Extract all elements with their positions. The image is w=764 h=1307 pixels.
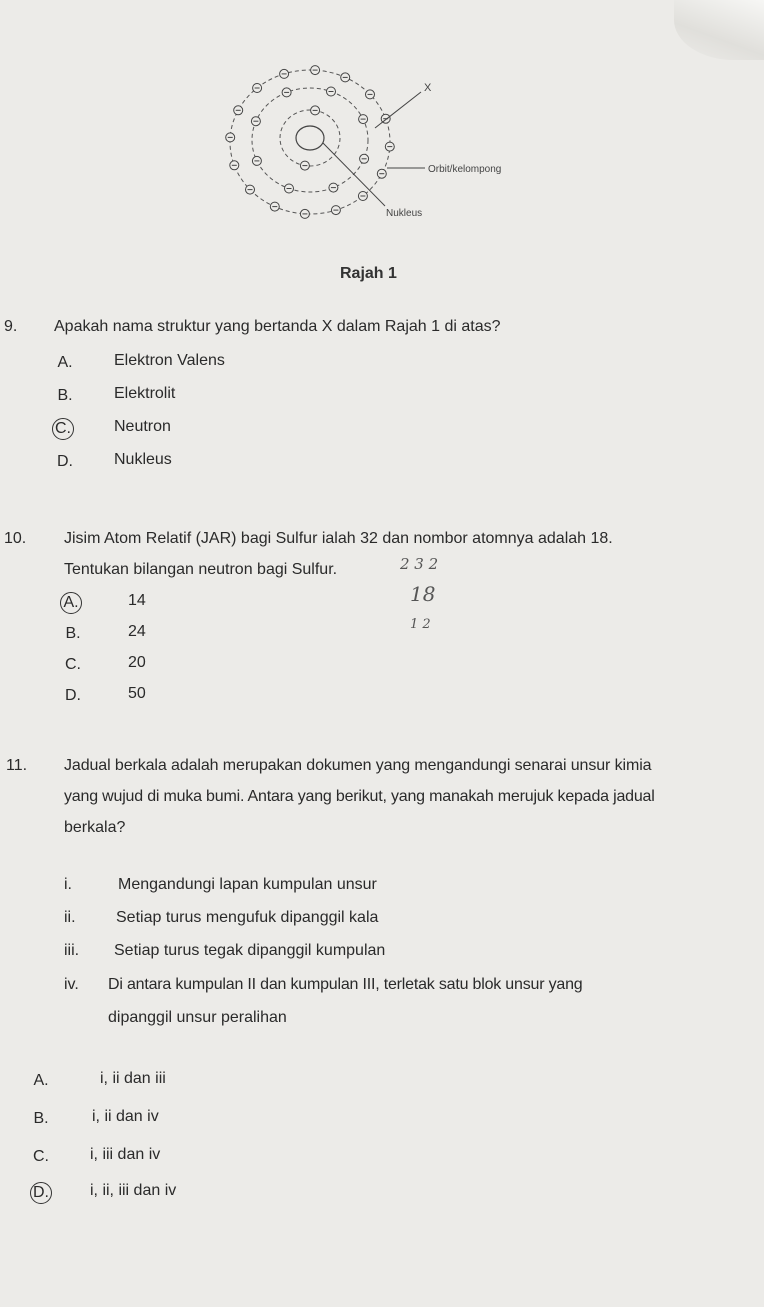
q9-number: 9. xyxy=(4,318,18,335)
q9-option-a-letter: A. xyxy=(57,354,73,371)
q11-statement-iii-num: iii. xyxy=(64,942,80,959)
q10-option-a-letter: A. xyxy=(60,592,82,614)
q11-option-c-letter: C. xyxy=(33,1148,49,1165)
q9-option-d-letter: D. xyxy=(57,453,73,470)
label-orbit: Orbit/kelompong xyxy=(428,164,502,175)
q11-line2: yang wujud di muka bumi. Antara yang berikut, yang manakah merujuk kepada jadual xyxy=(64,788,655,805)
nucleus xyxy=(296,126,324,150)
label-nucleus: Nukleus xyxy=(386,208,423,219)
q9-text: Apakah nama struktur yang bertanda X dalam Rajah 1 di atas? xyxy=(54,318,501,335)
q11-option-d[interactable] xyxy=(30,1182,177,1204)
handwriting-atomic-number: 18 xyxy=(410,582,436,606)
q11-option-b-text: i, ii dan iv xyxy=(92,1108,159,1125)
handwriting-difference: 1 2 xyxy=(410,617,431,632)
q11-option-b-letter: B. xyxy=(33,1110,49,1127)
q11-option-c[interactable] xyxy=(30,1146,161,1168)
q9-option-b-letter: B. xyxy=(57,387,73,404)
q10-number: 10. xyxy=(4,530,27,547)
q11-line3: berkala? xyxy=(64,819,126,836)
page-corner-fold xyxy=(674,0,764,60)
q10-option-b-text: 24 xyxy=(128,623,146,640)
q10-option-a[interactable] xyxy=(60,592,146,614)
q11-number: 11. xyxy=(6,757,28,774)
q10-option-d[interactable] xyxy=(62,685,146,707)
q11-option-d-letter: D. xyxy=(30,1182,52,1204)
q11-option-a-text: i, ii dan iii xyxy=(100,1070,166,1087)
q11-statement-iv-num: iv. xyxy=(64,976,79,993)
q11-option-a-letter: A. xyxy=(33,1072,49,1089)
middle-shell xyxy=(252,88,368,192)
inner-shell xyxy=(280,110,340,166)
q10-option-d-letter: D. xyxy=(65,687,81,704)
q11-statement-iv-cont: dipanggil unsur peralihan xyxy=(108,1009,287,1026)
q10-option-b-letter: B. xyxy=(65,625,81,642)
q11-option-c-text: i, iii dan iv xyxy=(90,1146,161,1163)
q9-option-c-letter: C. xyxy=(52,418,74,440)
q10-option-d-text: 50 xyxy=(128,685,146,702)
q11-statement-iii-text: Setiap turus tegak dipanggil kumpulan xyxy=(114,942,386,959)
q11-statement-iv-text: Di antara kumpulan II dan kumpulan III, terletak satu blok unsur yang xyxy=(108,976,583,993)
q9-option-c[interactable] xyxy=(52,418,171,440)
q11-option-d-text: i, ii, iii dan iv xyxy=(90,1182,177,1199)
q10-option-c-text: 20 xyxy=(128,654,146,671)
atom-diagram xyxy=(225,58,535,238)
q11-line1: Jadual berkala adalah merupakan dokumen yang mengandungi senarai unsur kimia xyxy=(64,757,652,774)
q11-statement-i-num: i. xyxy=(64,876,72,893)
pointer-nucleus xyxy=(323,143,385,206)
q9-option-c-text: Neutron xyxy=(114,418,171,435)
q11-statement-ii-text: Setiap turus mengufuk dipanggil kala xyxy=(116,909,379,926)
q10-option-c[interactable] xyxy=(62,654,146,676)
q9-option-b[interactable] xyxy=(54,385,176,407)
q11-statement-ii-num: ii. xyxy=(64,909,76,926)
label-x: X xyxy=(424,82,432,94)
q10-option-a-text: 14 xyxy=(128,592,146,609)
q10-option-c-letter: C. xyxy=(65,656,81,673)
q10-line1: Jisim Atom Relatif (JAR) bagi Sulfur ialah 32 dan nombor atomnya adalah 18. xyxy=(64,530,613,547)
q10-line2: Tentukan bilangan neutron bagi Sulfur. xyxy=(64,561,338,578)
handwriting-sum: 2 3 2 xyxy=(400,555,439,573)
q9-option-d[interactable] xyxy=(54,451,172,473)
figure-caption: Rajah 1 xyxy=(340,265,397,282)
q9-option-d-text: Nukleus xyxy=(114,451,172,468)
q11-option-b[interactable] xyxy=(30,1108,159,1130)
q9-option-a-text: Elektron Valens xyxy=(114,352,225,369)
q10-option-b[interactable] xyxy=(62,623,146,645)
atom-diagram-svg xyxy=(225,58,535,238)
q9-option-a[interactable] xyxy=(54,352,225,374)
q11-statement-i-text: Mengandungi lapan kumpulan unsur xyxy=(118,876,377,893)
q9-option-b-text: Elektrolit xyxy=(114,385,176,402)
q11-option-a[interactable] xyxy=(30,1070,166,1092)
